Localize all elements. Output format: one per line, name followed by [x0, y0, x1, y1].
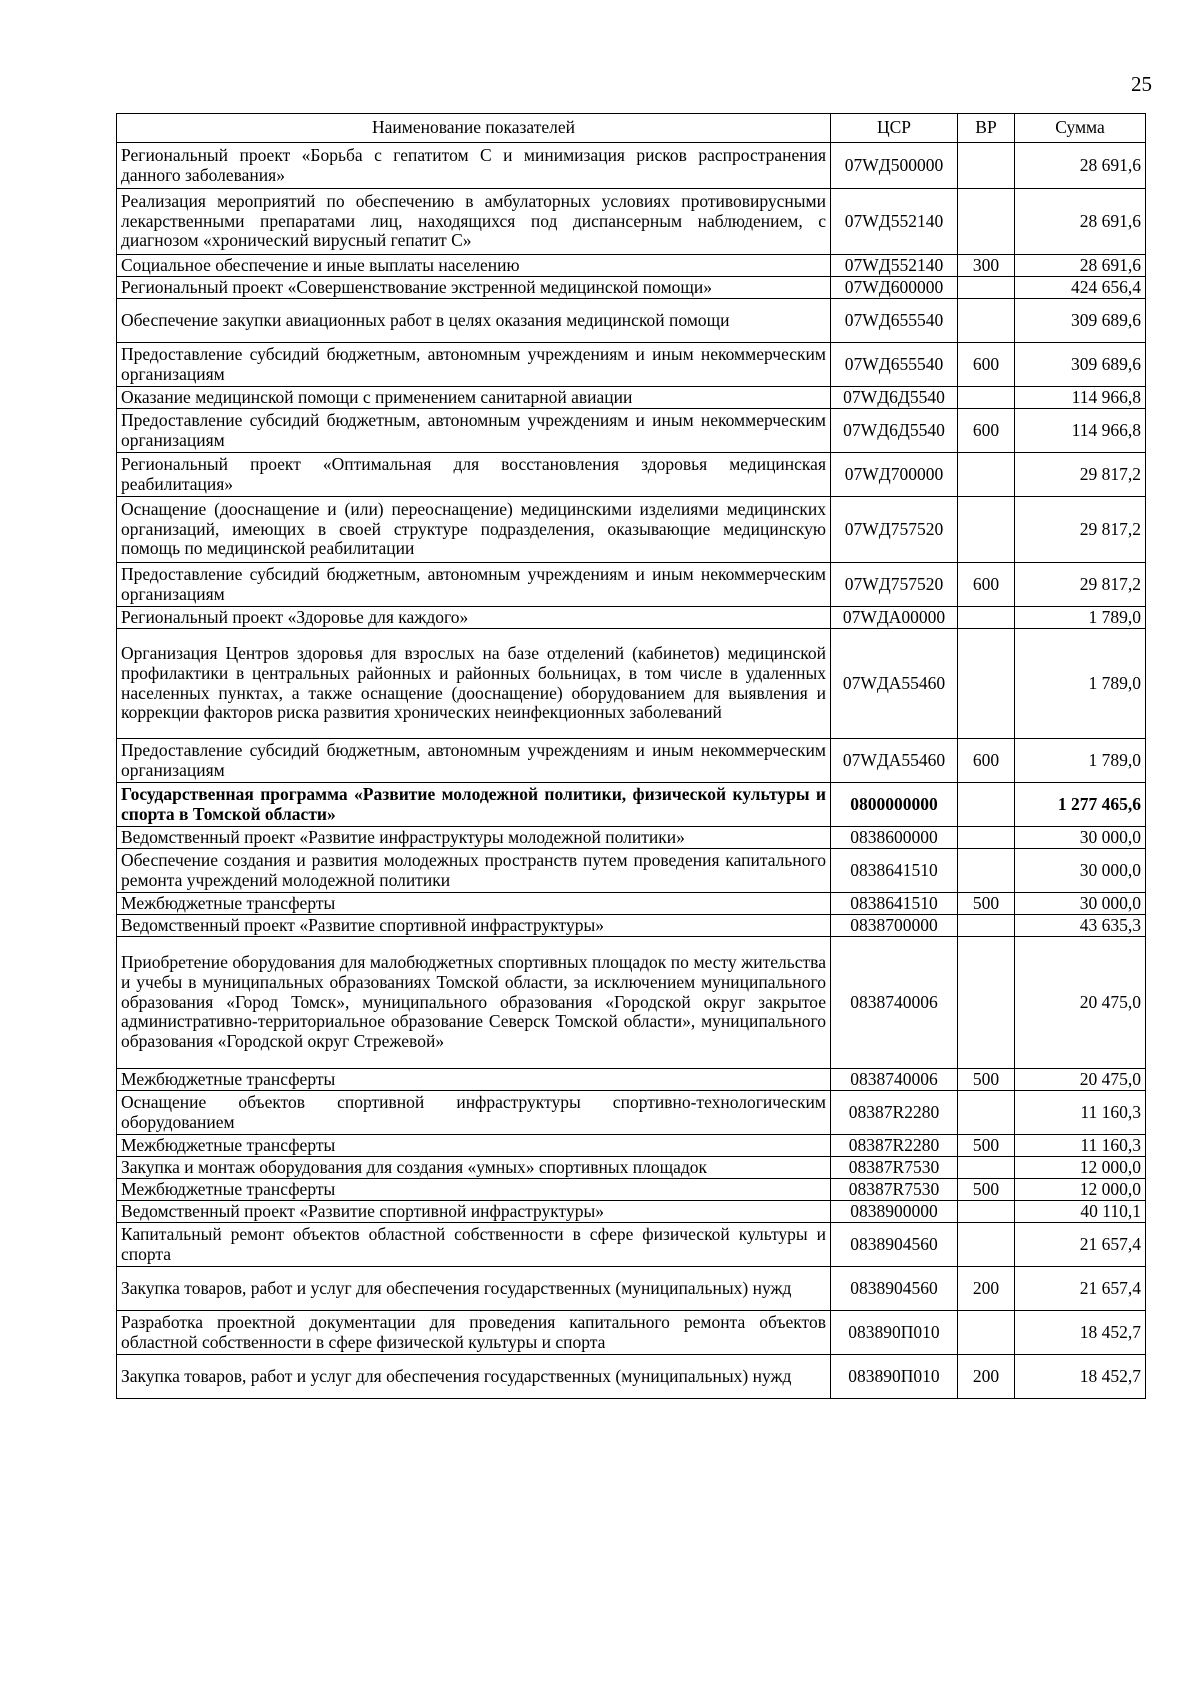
- row-name: Приобретение оборудования для малобюджетных спортивных площадок по месту жительства и учебы в муниципальных образованиях Томской области, за исключением муниципального образования «Город Томск», муниципального образования «Городской округ закрытое административно-территориальное образование Северск Томской области», муниципального образования «Городской округ Стрежевой»: [117, 937, 831, 1069]
- row-vr: 500: [958, 1179, 1015, 1201]
- row-csr: 08387R2280: [831, 1135, 958, 1157]
- table-row: [117, 1223, 1146, 1267]
- row-sum: 1 789,0: [1015, 629, 1146, 739]
- row-sum: 114 966,8: [1015, 409, 1146, 453]
- header-sum: Сумма: [1015, 114, 1146, 143]
- row-csr: 07WДА00000: [831, 607, 958, 629]
- row-csr: 07WД6Д5540: [831, 387, 958, 409]
- table-row: [117, 563, 1146, 607]
- row-sum: 18 452,7: [1015, 1355, 1146, 1399]
- row-name: Региональный проект «Борьба с гепатитом С и минимизация рисков распространения данного заболевания»: [117, 143, 831, 189]
- row-name: Закупка и монтаж оборудования для создания «умных» спортивных площадок: [117, 1157, 831, 1179]
- row-csr: 08387R7530: [831, 1179, 958, 1201]
- row-name: Межбюджетные трансферты: [117, 1135, 831, 1157]
- row-sum: 43 635,3: [1015, 915, 1146, 937]
- row-sum: 30 000,0: [1015, 893, 1146, 915]
- row-sum: 309 689,6: [1015, 343, 1146, 387]
- table-row: [117, 255, 1146, 277]
- row-sum: 40 110,1: [1015, 1201, 1146, 1223]
- table-row: [117, 1157, 1146, 1179]
- row-vr: [958, 937, 1015, 1069]
- table-row: [117, 1201, 1146, 1223]
- row-vr: [958, 387, 1015, 409]
- row-vr: 600: [958, 409, 1015, 453]
- row-name: Разработка проектной документации для проведения капитального ремонта объектов областной собственности в сфере физической культуры и спорта: [117, 1311, 831, 1355]
- row-vr: 600: [958, 343, 1015, 387]
- table-row: [117, 453, 1146, 497]
- row-sum: 18 452,7: [1015, 1311, 1146, 1355]
- row-vr: 600: [958, 739, 1015, 783]
- row-csr: 07WД757520: [831, 497, 958, 563]
- row-csr: 07WД552140: [831, 255, 958, 277]
- row-csr: 0838740006: [831, 1069, 958, 1091]
- row-name: Оснащение объектов спортивной инфраструктуры спортивно-технологическим оборудованием: [117, 1091, 831, 1135]
- row-vr: 500: [958, 1069, 1015, 1091]
- row-sum: 20 475,0: [1015, 1069, 1146, 1091]
- row-sum: 12 000,0: [1015, 1179, 1146, 1201]
- row-csr: 07WД700000: [831, 453, 958, 497]
- table-row: [117, 629, 1146, 739]
- row-name: Межбюджетные трансферты: [117, 893, 831, 915]
- row-name: Ведомственный проект «Развитие инфраструктуры молодежной политики»: [117, 827, 831, 849]
- row-name: Ведомственный проект «Развитие спортивной инфраструктуры»: [117, 915, 831, 937]
- row-vr: 300: [958, 255, 1015, 277]
- table-row: [117, 1267, 1146, 1311]
- row-sum: 29 817,2: [1015, 453, 1146, 497]
- row-sum: 11 160,3: [1015, 1135, 1146, 1157]
- row-sum: 309 689,6: [1015, 299, 1146, 343]
- table-row: [117, 937, 1146, 1069]
- row-vr: [958, 1157, 1015, 1179]
- row-name: Организация Центров здоровья для взрослых на базе отделений (кабинетов) медицинской профилактики в центральных районных и районных больницах, в том числе в удаленных населенных пунктах, а также оснащение (дооснащение) оборудованием для выявления и коррекции факторов риска развития хронических неинфекционных заболеваний: [117, 629, 831, 739]
- table-row: [117, 827, 1146, 849]
- row-sum: 21 657,4: [1015, 1223, 1146, 1267]
- header-name: Наименование показателей: [117, 114, 831, 143]
- row-sum: 30 000,0: [1015, 849, 1146, 893]
- row-csr: 07WД600000: [831, 277, 958, 299]
- row-name: Предоставление субсидий бюджетным, автономным учреждениям и иным некоммерческим организациям: [117, 409, 831, 453]
- row-vr: 500: [958, 893, 1015, 915]
- row-sum: 424 656,4: [1015, 277, 1146, 299]
- row-sum: 21 657,4: [1015, 1267, 1146, 1311]
- row-sum: 12 000,0: [1015, 1157, 1146, 1179]
- row-name: Государственная программа «Развитие молодежной политики, физической культуры и спорта в Томской области»: [117, 783, 831, 827]
- row-name: Предоставление субсидий бюджетным, автономным учреждениям и иным некоммерческим организациям: [117, 563, 831, 607]
- row-sum: 114 966,8: [1015, 387, 1146, 409]
- table-row: [117, 915, 1146, 937]
- row-csr: 083890П010: [831, 1311, 958, 1355]
- row-csr: 07WДА55460: [831, 629, 958, 739]
- table-row: [117, 143, 1146, 189]
- row-name: Оснащение (дооснащение и (или) переоснащение) медицинскими изделиями медицинских организаций, имеющих в своей структуре подразделения, оказывающие медицинскую помощь по медицинской реабилитации: [117, 497, 831, 563]
- table-row: [117, 893, 1146, 915]
- row-sum: 28 691,6: [1015, 143, 1146, 189]
- row-csr: 07WД655540: [831, 299, 958, 343]
- row-name: Капитальный ремонт объектов областной собственности в сфере физической культуры и спорта: [117, 1223, 831, 1267]
- table-row: [117, 1355, 1146, 1399]
- row-vr: [958, 299, 1015, 343]
- row-csr: 07WД757520: [831, 563, 958, 607]
- row-vr: [958, 915, 1015, 937]
- row-name: Региональный проект «Здоровье для каждого»: [117, 607, 831, 629]
- row-vr: [958, 1311, 1015, 1355]
- row-csr: 07WД6Д5540: [831, 409, 958, 453]
- row-csr: 07WД552140: [831, 189, 958, 255]
- row-vr: 600: [958, 563, 1015, 607]
- row-vr: [958, 607, 1015, 629]
- row-csr: 08387R2280: [831, 1091, 958, 1135]
- table-row: [117, 299, 1146, 343]
- row-name: Социальное обеспечение и иные выплаты населению: [117, 255, 831, 277]
- table-row: [117, 277, 1146, 299]
- row-vr: [958, 1223, 1015, 1267]
- row-name: Реализация мероприятий по обеспечению в амбулаторных условиях противовирусными лекарственными препаратами лиц, находящихся под диспансерным наблюдением, с диагнозом «хронический вирусный гепатит С»: [117, 189, 831, 255]
- table-row: [117, 849, 1146, 893]
- row-sum: 20 475,0: [1015, 937, 1146, 1069]
- row-vr: [958, 1091, 1015, 1135]
- header-vr: ВР: [958, 114, 1015, 143]
- row-sum: 29 817,2: [1015, 563, 1146, 607]
- table-row: [117, 189, 1146, 255]
- row-vr: [958, 189, 1015, 255]
- row-sum: 1 789,0: [1015, 739, 1146, 783]
- row-vr: [958, 453, 1015, 497]
- table-row: [117, 343, 1146, 387]
- row-sum: 1 789,0: [1015, 607, 1146, 629]
- table-row: [117, 783, 1146, 827]
- row-csr: 07WДА55460: [831, 739, 958, 783]
- table-row: [117, 409, 1146, 453]
- row-csr: 0838641510: [831, 849, 958, 893]
- row-sum: 30 000,0: [1015, 827, 1146, 849]
- page-number: 25: [1131, 72, 1152, 96]
- table-body: [117, 143, 1146, 1399]
- row-csr: 0838900000: [831, 1201, 958, 1223]
- row-vr: [958, 1201, 1015, 1223]
- table-row: [117, 1135, 1146, 1157]
- row-csr: 0838904560: [831, 1223, 958, 1267]
- row-name: Закупка товаров, работ и услуг для обеспечения государственных (муниципальных) нужд: [117, 1267, 831, 1311]
- row-vr: 200: [958, 1355, 1015, 1399]
- table-row: [117, 1091, 1146, 1135]
- table-row: [117, 387, 1146, 409]
- row-vr: [958, 497, 1015, 563]
- row-sum: 28 691,6: [1015, 255, 1146, 277]
- row-csr: 07WД655540: [831, 343, 958, 387]
- row-csr: 083890П010: [831, 1355, 958, 1399]
- row-sum: 29 817,2: [1015, 497, 1146, 563]
- row-csr: 0838904560: [831, 1267, 958, 1311]
- row-name: Закупка товаров, работ и услуг для обеспечения государственных (муниципальных) нужд: [117, 1355, 831, 1399]
- budget-table: [116, 113, 1146, 1399]
- table-row: [117, 607, 1146, 629]
- row-vr: [958, 277, 1015, 299]
- row-csr: 0838600000: [831, 827, 958, 849]
- table-row: [117, 1311, 1146, 1355]
- row-name: Обеспечение закупки авиационных работ в целях оказания медицинской помощи: [117, 299, 831, 343]
- row-name: Предоставление субсидий бюджетным, автономным учреждениям и иным некоммерческим организациям: [117, 739, 831, 783]
- row-vr: [958, 849, 1015, 893]
- row-vr: 200: [958, 1267, 1015, 1311]
- table-row: [117, 739, 1146, 783]
- row-csr: 0838740006: [831, 937, 958, 1069]
- table-row: [117, 497, 1146, 563]
- row-csr: 08387R7530: [831, 1157, 958, 1179]
- row-name: Обеспечение создания и развития молодежных пространств путем проведения капитального ремонта учреждений молодежной политики: [117, 849, 831, 893]
- row-csr: 0838641510: [831, 893, 958, 915]
- row-csr: 07WД500000: [831, 143, 958, 189]
- row-csr: 0838700000: [831, 915, 958, 937]
- table-header-row: [117, 114, 1146, 143]
- row-sum: 28 691,6: [1015, 189, 1146, 255]
- row-name: Оказание медицинской помощи с применением санитарной авиации: [117, 387, 831, 409]
- table-row: [117, 1179, 1146, 1201]
- row-name: Предоставление субсидий бюджетным, автономным учреждениям и иным некоммерческим организациям: [117, 343, 831, 387]
- row-name: Межбюджетные трансферты: [117, 1069, 831, 1091]
- row-vr: [958, 827, 1015, 849]
- row-name: Региональный проект «Оптимальная для восстановления здоровья медицинская реабилитация»: [117, 453, 831, 497]
- row-vr: [958, 143, 1015, 189]
- row-vr: [958, 629, 1015, 739]
- table-row: [117, 1069, 1146, 1091]
- row-name: Ведомственный проект «Развитие спортивной инфраструктуры»: [117, 1201, 831, 1223]
- row-sum: 1 277 465,6: [1015, 783, 1146, 827]
- row-name: Региональный проект «Совершенствование экстренной медицинской помощи»: [117, 277, 831, 299]
- row-name: Межбюджетные трансферты: [117, 1179, 831, 1201]
- row-vr: 500: [958, 1135, 1015, 1157]
- row-sum: 11 160,3: [1015, 1091, 1146, 1135]
- row-csr: 0800000000: [831, 783, 958, 827]
- row-vr: [958, 783, 1015, 827]
- header-csr: ЦСР: [831, 114, 958, 143]
